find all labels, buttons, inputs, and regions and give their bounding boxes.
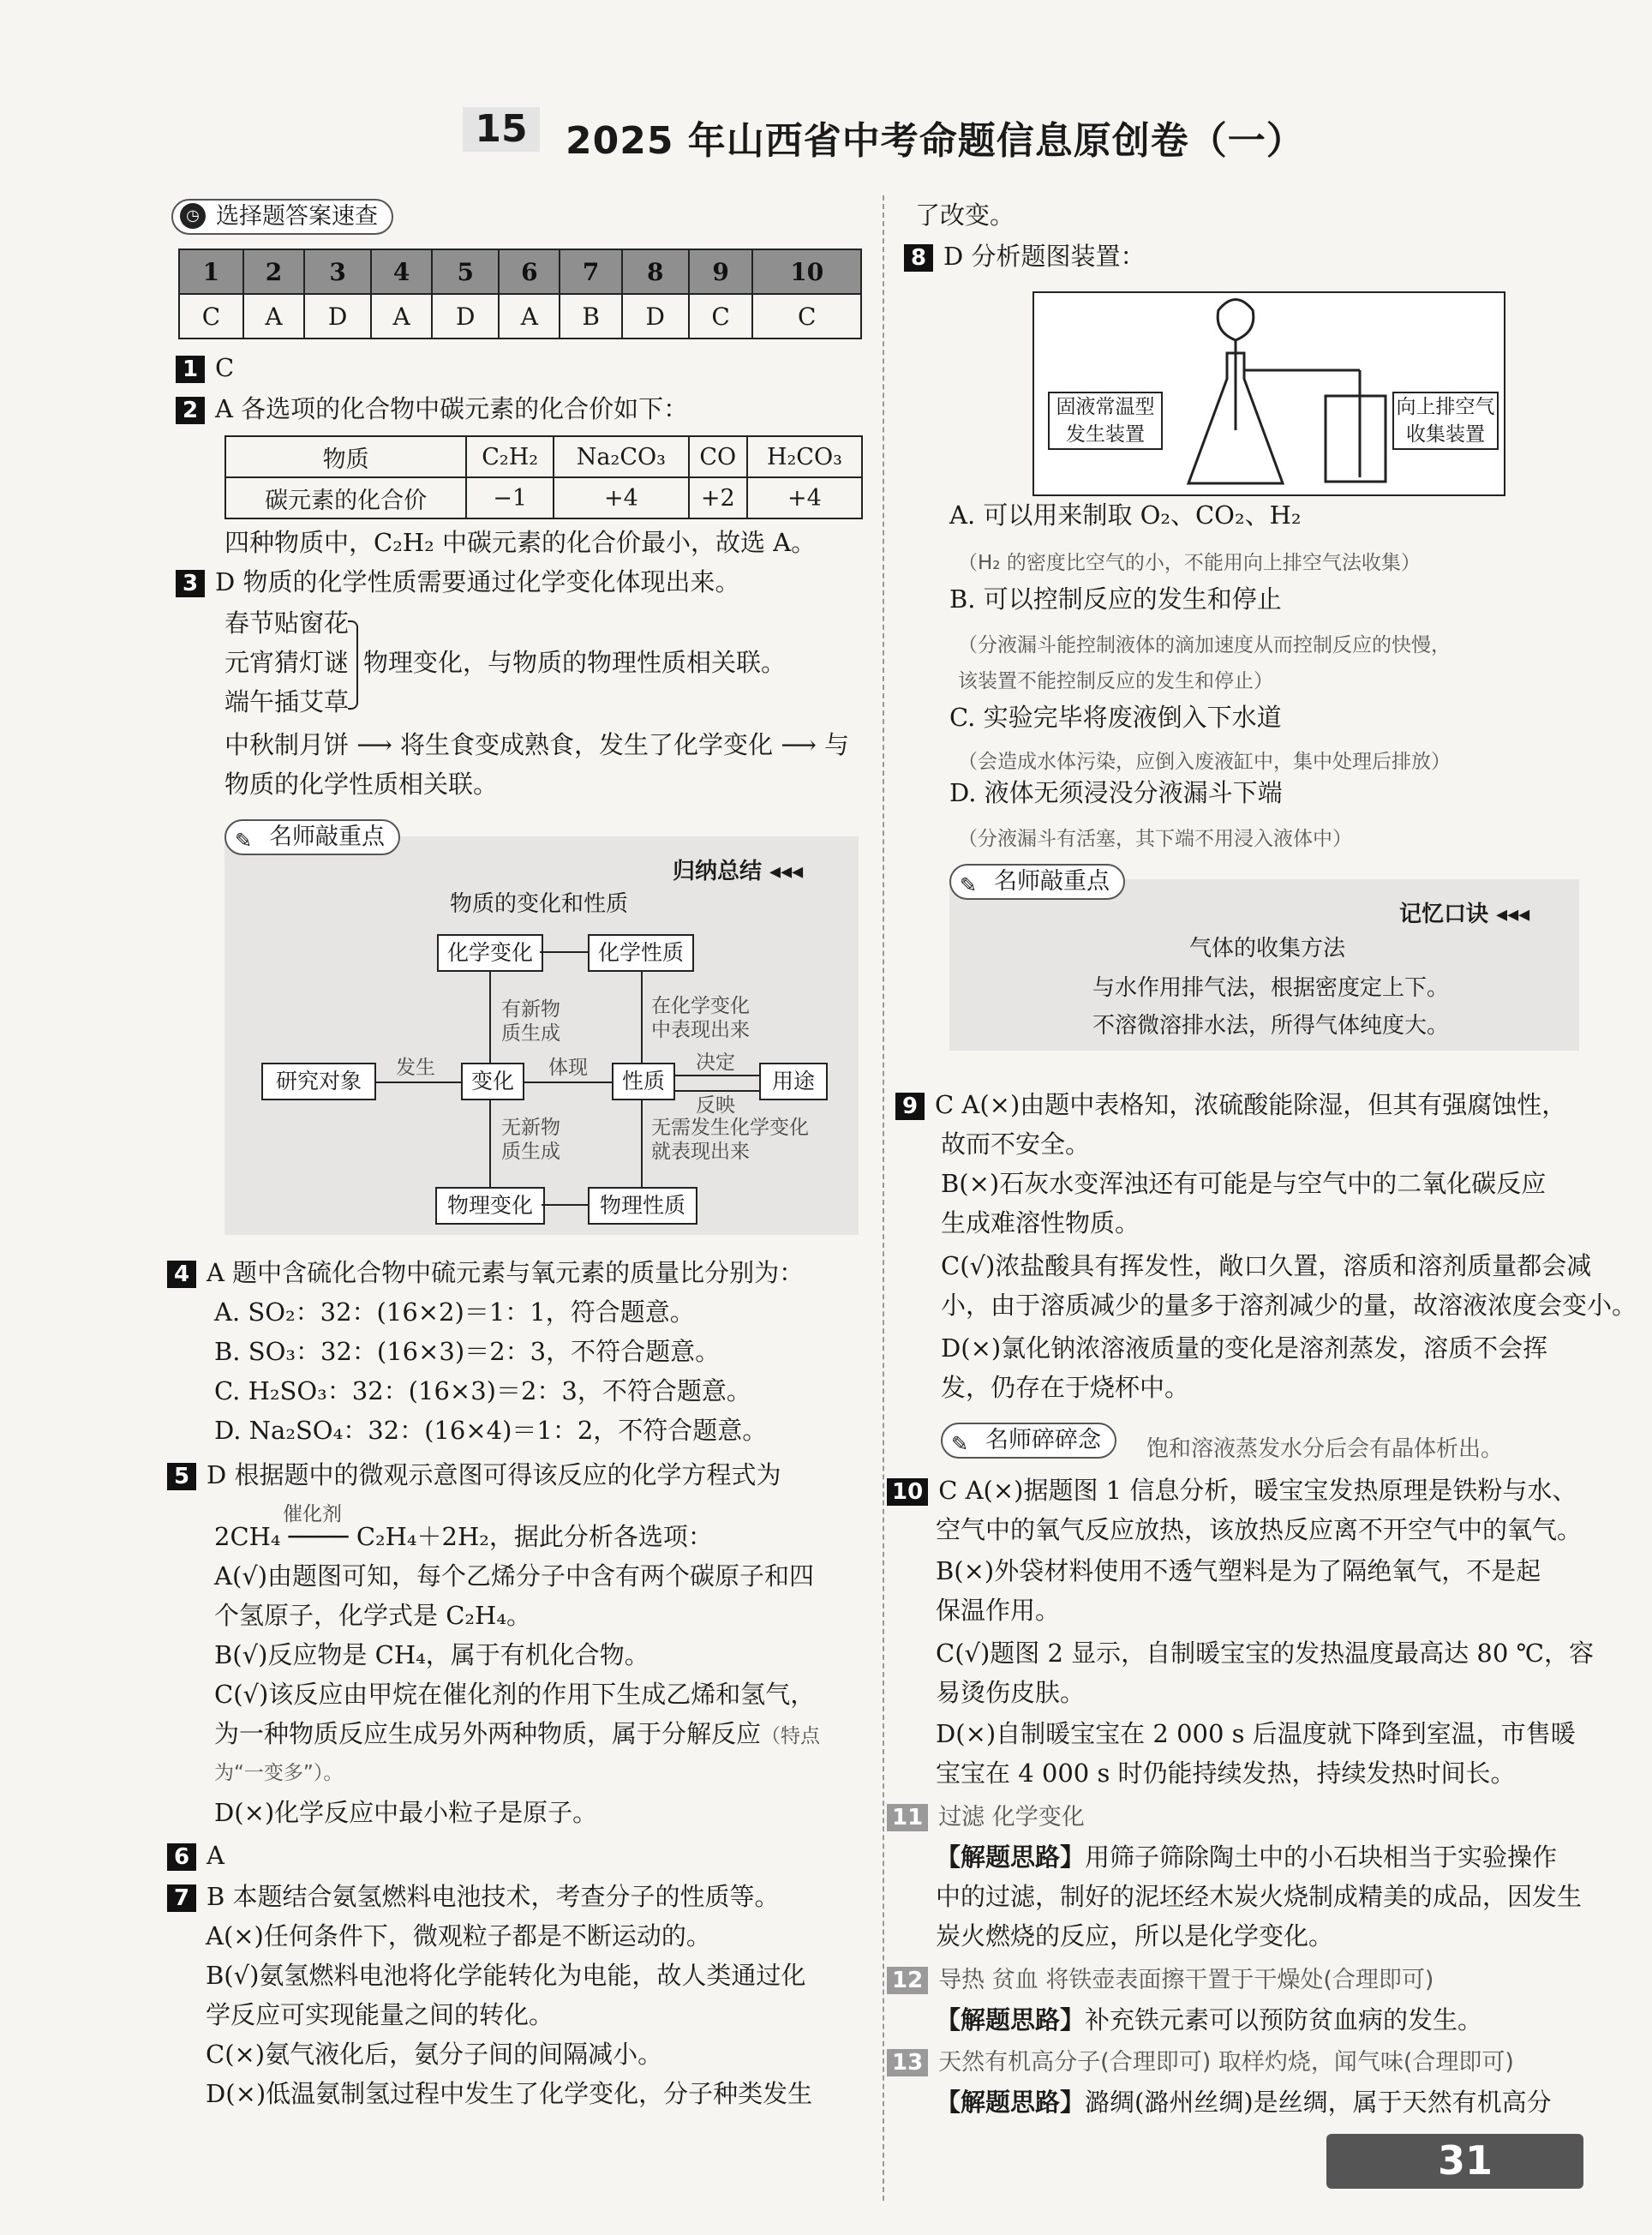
- note2-subtitle: 记忆口诀 ◂◂◂: [1399, 902, 1530, 927]
- label-embody: 体现: [548, 1057, 588, 1079]
- box-physical-change: 物理变化: [435, 1187, 545, 1225]
- valence-head-3: Na₂CO₃: [554, 436, 689, 477]
- q7-d-line2: 了改变。: [915, 201, 1015, 230]
- answer-number-2: 2: [243, 249, 304, 294]
- right-box-line2: 收集装置: [1406, 423, 1485, 446]
- q5-c-line2-text: 为一种物质反应生成另外两种物质，属于分解反应: [214, 1719, 762, 1748]
- right-box-line1: 向上排空气: [1396, 396, 1495, 418]
- q8-note-a: （H₂ 的密度比空气的小，不能用向上排空气法收集）: [958, 552, 1421, 574]
- q11-reason-2: 中的过滤，制好的泥坯经木炭火烧制成精美的成品，因发生: [936, 1882, 1583, 1911]
- q11-reason-1-text: 用筛子筛除陶土中的小石块相当于实验操作: [1085, 1843, 1558, 1872]
- q5-c-note: （特点: [761, 1725, 821, 1747]
- answer-number-8: 8: [622, 249, 689, 294]
- q11-reason-label: 【解题思路】: [936, 1843, 1086, 1872]
- q12: [887, 1962, 1434, 1997]
- valence-cell-2: −1: [466, 477, 554, 518]
- q9-a-line2: 故而不安全。: [941, 1129, 1091, 1159]
- box-property: 性质: [612, 1063, 675, 1100]
- q8-option-d: D. 液体无须浸没分液漏斗下端: [949, 778, 1283, 807]
- q5-text: D 根据题中的微观示意图可得该反应的化学方程式为: [206, 1460, 781, 1489]
- column-divider: [883, 195, 886, 2201]
- q6: [167, 1839, 224, 1872]
- valence-head-2: C₂H₂: [466, 436, 554, 477]
- q8-text: D 分析题图装置：: [943, 242, 1146, 271]
- teacher-icon: ✎: [960, 873, 978, 897]
- answer-number-5: 5: [432, 249, 499, 294]
- answer-number-7: 7: [560, 249, 621, 294]
- q11: [887, 1800, 1085, 1834]
- q5-c-line2: [214, 1717, 820, 1753]
- label-shown-2: 中表现出来: [651, 1019, 750, 1041]
- answer-value-10: C: [752, 294, 861, 339]
- answer-number-6: 6: [499, 249, 560, 294]
- q9-d-line1: D(×)氯化钠浓溶液质量的变化是溶剂蒸发，溶质不会挥: [941, 1333, 1548, 1363]
- answer-value-1: C: [179, 294, 243, 339]
- q8-option-b: B. 可以控制反应的发生和停止: [949, 584, 1282, 614]
- footer-badge: [1326, 2134, 1583, 2189]
- q4-option-a: A. SO₂：32：(16×2)＝1：1，符合题意。: [214, 1297, 695, 1327]
- answer-number-9: 9: [689, 249, 753, 294]
- label-occur: 发生: [396, 1057, 435, 1079]
- line-reflect: [673, 1090, 759, 1092]
- box-chemical-change: 化学变化: [437, 934, 543, 972]
- line-prop-down: [641, 1100, 643, 1187]
- q5-catalyst: 催化剂: [283, 1503, 342, 1525]
- line-embody: [523, 1082, 612, 1083]
- teacher-icon: ✎: [235, 829, 253, 853]
- valence-cell-4: +2: [689, 477, 747, 518]
- box-physical-property: 物理性质: [588, 1187, 697, 1225]
- valence-head-1: 物质: [225, 436, 466, 477]
- note2-title: 气体的收集方法: [1189, 936, 1346, 962]
- valence-cell-5: +4: [747, 477, 862, 518]
- note1-tag: [224, 819, 400, 855]
- answer-value-4: A: [371, 294, 432, 339]
- label-no-new-1: 无新物: [501, 1117, 560, 1139]
- line-change-up: [489, 972, 491, 1063]
- tip-text: 饱和溶液蒸发水分后会有晶体析出。: [1146, 1436, 1504, 1462]
- q13-answer: 天然有机高分子(合理即可) 取样灼烧，闻气味(合理即可): [938, 2049, 1514, 2076]
- q5-a-line1: A(√)由题图可知，每个乙烯分子中含有两个碳原子和四: [214, 1561, 815, 1591]
- q4-option-d: D. Na₂SO₄：32：(16×4)＝1：2，不符合题意。: [214, 1416, 768, 1445]
- box-chemical-property: 化学性质: [588, 934, 694, 972]
- q13-reason-text: 潞绸(潞州丝绸)是丝绸，属于天然有机高分: [1085, 2088, 1552, 2117]
- quick-answers-label: [171, 199, 393, 235]
- answer-number-10: 10: [752, 249, 861, 294]
- q8-option-c: C. 实验完毕将废液倒入下水道: [949, 703, 1282, 732]
- q12-reason: [936, 2004, 1482, 2036]
- quick-answers-table: [178, 249, 862, 339]
- q2-text: A 各选项的化合物中碳元素的化合价如下：: [215, 394, 689, 423]
- q11-reason-3: 炭火燃烧的反应，所以是化学变化。: [936, 1921, 1334, 1950]
- answer-value-8: D: [622, 294, 689, 339]
- q12-answer: 导热 贫血 将铁壶表面擦干置于干燥处(合理即可): [938, 1967, 1434, 1993]
- q9-c-line2: 小，由于溶质减少的量多于溶剂减少的量，故溶液浓度会变小。: [941, 1291, 1637, 1320]
- answer-value-6: A: [499, 294, 560, 339]
- brace: [348, 620, 358, 710]
- valence-head-4: CO: [689, 436, 747, 477]
- q7-a: A(×)任何条件下，微观粒子都是不断运动的。: [206, 1921, 711, 1950]
- q7: [167, 1880, 780, 1913]
- q8-note-c: （会造成水体污染，应倒入废液缸中，集中处理后排放）: [958, 751, 1451, 773]
- quick-answers-text: 选择题答案速查: [216, 203, 378, 230]
- q1-number: 1: [176, 356, 205, 383]
- label-shown-1: 在化学变化: [651, 995, 750, 1017]
- q7-b-line2: 学反应可实现能量之间的转化。: [206, 2000, 554, 2029]
- q5-c-line3: 为“一变多”）。: [214, 1762, 344, 1784]
- answer-value-2: A: [243, 294, 304, 339]
- q6-text: A: [206, 1841, 224, 1870]
- q8: [904, 240, 1145, 273]
- q8-number: 8: [904, 244, 933, 272]
- paper-number: 15: [463, 107, 540, 152]
- label-decide: 决定: [696, 1052, 735, 1074]
- label-no-need-1: 无需发生化学变化: [651, 1117, 809, 1139]
- q10-b-line1: B(×)外袋材料使用不透气塑料是为了隔绝氧气，不是起: [936, 1556, 1541, 1585]
- valence-cell-3: +4: [554, 477, 689, 518]
- q3-item-5: 物质的化学性质相关联。: [224, 770, 499, 799]
- tip-tag-text: 名师碎碎念: [985, 1427, 1101, 1453]
- q9-b-line2: 生成难溶性物质。: [941, 1208, 1140, 1237]
- q10-c-line2: 易烫伤皮肤。: [936, 1678, 1086, 1707]
- q5-number: 5: [167, 1463, 196, 1490]
- q11-reason-1: [936, 1841, 1557, 1873]
- label-reflect: 反映: [696, 1094, 735, 1117]
- apparatus-figure: [1032, 291, 1505, 496]
- q2-number: 2: [176, 397, 205, 424]
- answer-number-3: 3: [304, 249, 371, 294]
- answer-value-3: D: [304, 294, 371, 339]
- q2: [176, 392, 688, 425]
- answer-number-1: 1: [179, 249, 243, 294]
- q12-reason-text: 补充铁元素可以预防贫血病的发生。: [1085, 2005, 1483, 2034]
- note1-title: 物质的变化和性质: [450, 891, 629, 917]
- page-number: 31: [1438, 2137, 1493, 2184]
- label-new-substance-1: 有新物: [501, 998, 560, 1021]
- note2-poem-1: 与水作用排气法，根据密度定上下。: [1092, 975, 1450, 1001]
- q3-item-2: 元宵猜灯谜: [224, 648, 350, 677]
- q7-text: B 本题结合氨氢燃料电池技术，考查分子的性质等。: [206, 1882, 780, 1911]
- line-decide: [673, 1075, 759, 1076]
- note1-subtitle: 归纳总结 ◂◂◂: [673, 859, 804, 884]
- page-title: 2025 年山西省中考命题信息原创卷（一）: [566, 119, 1305, 163]
- q13-number: 13: [887, 2049, 928, 2076]
- q8-option-a: A. 可以用来制取 O₂、CO₂、H₂: [949, 500, 1302, 530]
- q3-item-4: 中秋制月饼 ⟶ 将生食变成熟食，发生了化学变化 ⟶ 与: [224, 730, 850, 759]
- line-change-down: [489, 1100, 491, 1187]
- q4-option-b: B. SO₃：32：(16×3)＝2：3，不符合题意。: [214, 1337, 721, 1366]
- line-occur: [374, 1082, 461, 1083]
- q4: [167, 1256, 804, 1289]
- note1-tag-text: 名师敲重点: [269, 824, 385, 850]
- q13: [887, 2045, 1514, 2079]
- left-box-line2: 发生装置: [1066, 423, 1145, 446]
- q3: [176, 566, 739, 598]
- q11-answer: 过滤 化学变化: [938, 1804, 1085, 1831]
- label-new-substance-2: 质生成: [501, 1022, 560, 1045]
- q7-b-line1: B(√)氨氢燃料电池将化学能转化为电能，故人类通过化: [206, 1961, 806, 1990]
- q6-number: 6: [167, 1843, 196, 1871]
- box-research-object: 研究对象: [261, 1063, 376, 1100]
- q3-item-1: 春节贴窗花: [224, 608, 350, 638]
- q7-number: 7: [167, 1884, 196, 1912]
- q9-d-line2: 发，仍存在于烧杯中。: [941, 1373, 1190, 1402]
- answer-value-5: D: [432, 294, 499, 339]
- right-box: [1392, 392, 1499, 450]
- box-use: 用途: [759, 1063, 828, 1100]
- q13-reason: [936, 2086, 1552, 2118]
- q8-note-b1: （分液漏斗能控制液体的滴加速度从而控制反应的快慢，: [958, 634, 1451, 656]
- q1: [176, 351, 234, 384]
- q10-a-line1: C A(×)据题图 1 信息分析，暖宝宝发热原理是铁粉与水、: [938, 1476, 1577, 1505]
- q5: [167, 1459, 781, 1491]
- q8-note-b2: 该装置不能控制反应的发生和停止）: [958, 670, 1273, 692]
- valence-table: [224, 435, 863, 519]
- gas-bottle-icon: [1326, 396, 1386, 482]
- teacher-icon: ✎: [951, 1432, 969, 1456]
- q8-note-d: （分液漏斗有活塞，其下端不用浸入液体中）: [958, 828, 1352, 850]
- answer-value-9: C: [689, 294, 753, 339]
- q7-d-line1: D(×)低温氨制氢过程中发生了化学变化，分子种类发生: [206, 2079, 813, 2108]
- valence-head-5: H₂CO₃: [747, 436, 862, 477]
- q5-d: D(×)化学反应中最小粒子是原子。: [214, 1798, 598, 1827]
- clock-icon: ◷: [180, 203, 206, 229]
- q4-option-c: C. H₂SO₃：32：(16×3)＝2：3，不符合题意。: [214, 1376, 751, 1405]
- line-prop-up: [641, 972, 643, 1063]
- q3-brace-text: 物理变化，与物质的物理性质相关联。: [363, 648, 787, 677]
- q11-number: 11: [887, 1804, 928, 1831]
- q10-number: 10: [887, 1478, 928, 1506]
- q1-text: C: [215, 353, 235, 382]
- label-no-new-2: 质生成: [501, 1141, 560, 1163]
- left-box-line1: 固液常温型: [1056, 396, 1155, 418]
- q10-a-line2: 空气中的氧气反应放热，该放热反应离不开空气中的氧气。: [936, 1515, 1583, 1544]
- q12-number: 12: [887, 1967, 928, 1994]
- q3-number: 3: [176, 570, 205, 597]
- q9: [895, 1088, 1566, 1121]
- note2-poem-2: 不溶微溶排水法，所得气体纯度大。: [1092, 1013, 1450, 1039]
- label-no-need-2: 就表现出来: [651, 1141, 750, 1163]
- tip-tag: [941, 1423, 1116, 1459]
- q9-c-line1: C(√)浓盐酸具有挥发性，敞口久置，溶质和溶剂质量都会减: [941, 1251, 1592, 1280]
- q2-conclusion: 四种物质中，C₂H₂ 中碳元素的化合价最小，故选 A。: [224, 528, 817, 557]
- q4-text: A 题中含硫化合物中硫元素与氧元素的质量比分别为：: [206, 1258, 805, 1287]
- q5-b: B(√)反应物是 CH₄，属于有机化合物。: [214, 1640, 649, 1669]
- q5-a-line2: 个氢原子，化学式是 C₂H₄。: [214, 1601, 531, 1630]
- q12-reason-label: 【解题思路】: [936, 2005, 1086, 2034]
- note2-tag: [949, 864, 1125, 900]
- q13-reason-label: 【解题思路】: [936, 2088, 1086, 2117]
- line-phys-link: [542, 1204, 588, 1206]
- q3-text: D 物质的化学性质需要通过化学变化体现出来。: [215, 567, 740, 596]
- q7-c: C(×)氨气液化后，氨分子间的间隔减小。: [206, 2040, 663, 2069]
- line-chem-link: [540, 951, 588, 953]
- q9-number: 9: [895, 1093, 925, 1120]
- q3-item-3: 端午插艾草: [224, 687, 350, 716]
- q9-b-line1: B(×)石灰水变浑浊还有可能是与空气中的二氧化碳反应: [941, 1169, 1547, 1198]
- q10: [887, 1474, 1577, 1507]
- note2-tag-text: 名师敲重点: [994, 868, 1110, 895]
- funnel-icon: [1218, 300, 1254, 341]
- q5-equation: 2CH₄ ──── C₂H₄＋2H₂，据此分析各选项：: [214, 1522, 713, 1551]
- q10-d-line2: 宝宝在 4 000 s 时仍能持续发热，持续发热时间长。: [936, 1759, 1516, 1788]
- q9-a-line1: C A(×)由题中表格知，浓硫酸能除湿，但其有强腐蚀性，: [935, 1090, 1567, 1119]
- box-change: 变化: [461, 1063, 524, 1100]
- answer-number-4: 4: [371, 249, 432, 294]
- q5-c-line1: C(√)该反应由甲烷在催化剂的作用下生成乙烯和氢气，: [214, 1680, 816, 1709]
- left-box: [1048, 392, 1163, 450]
- q10-c-line1: C(√)题图 2 显示，自制暖宝宝的发热温度最高达 80 ℃，容: [936, 1639, 1594, 1668]
- valence-cell-1: 碳元素的化合价: [225, 477, 466, 518]
- q4-number: 4: [167, 1261, 196, 1288]
- q10-b-line2: 保温作用。: [936, 1596, 1061, 1625]
- answer-value-7: B: [560, 294, 621, 339]
- q10-d-line1: D(×)自制暖宝宝在 2 000 s 后温度就下降到室温，市售暖: [936, 1719, 1576, 1748]
